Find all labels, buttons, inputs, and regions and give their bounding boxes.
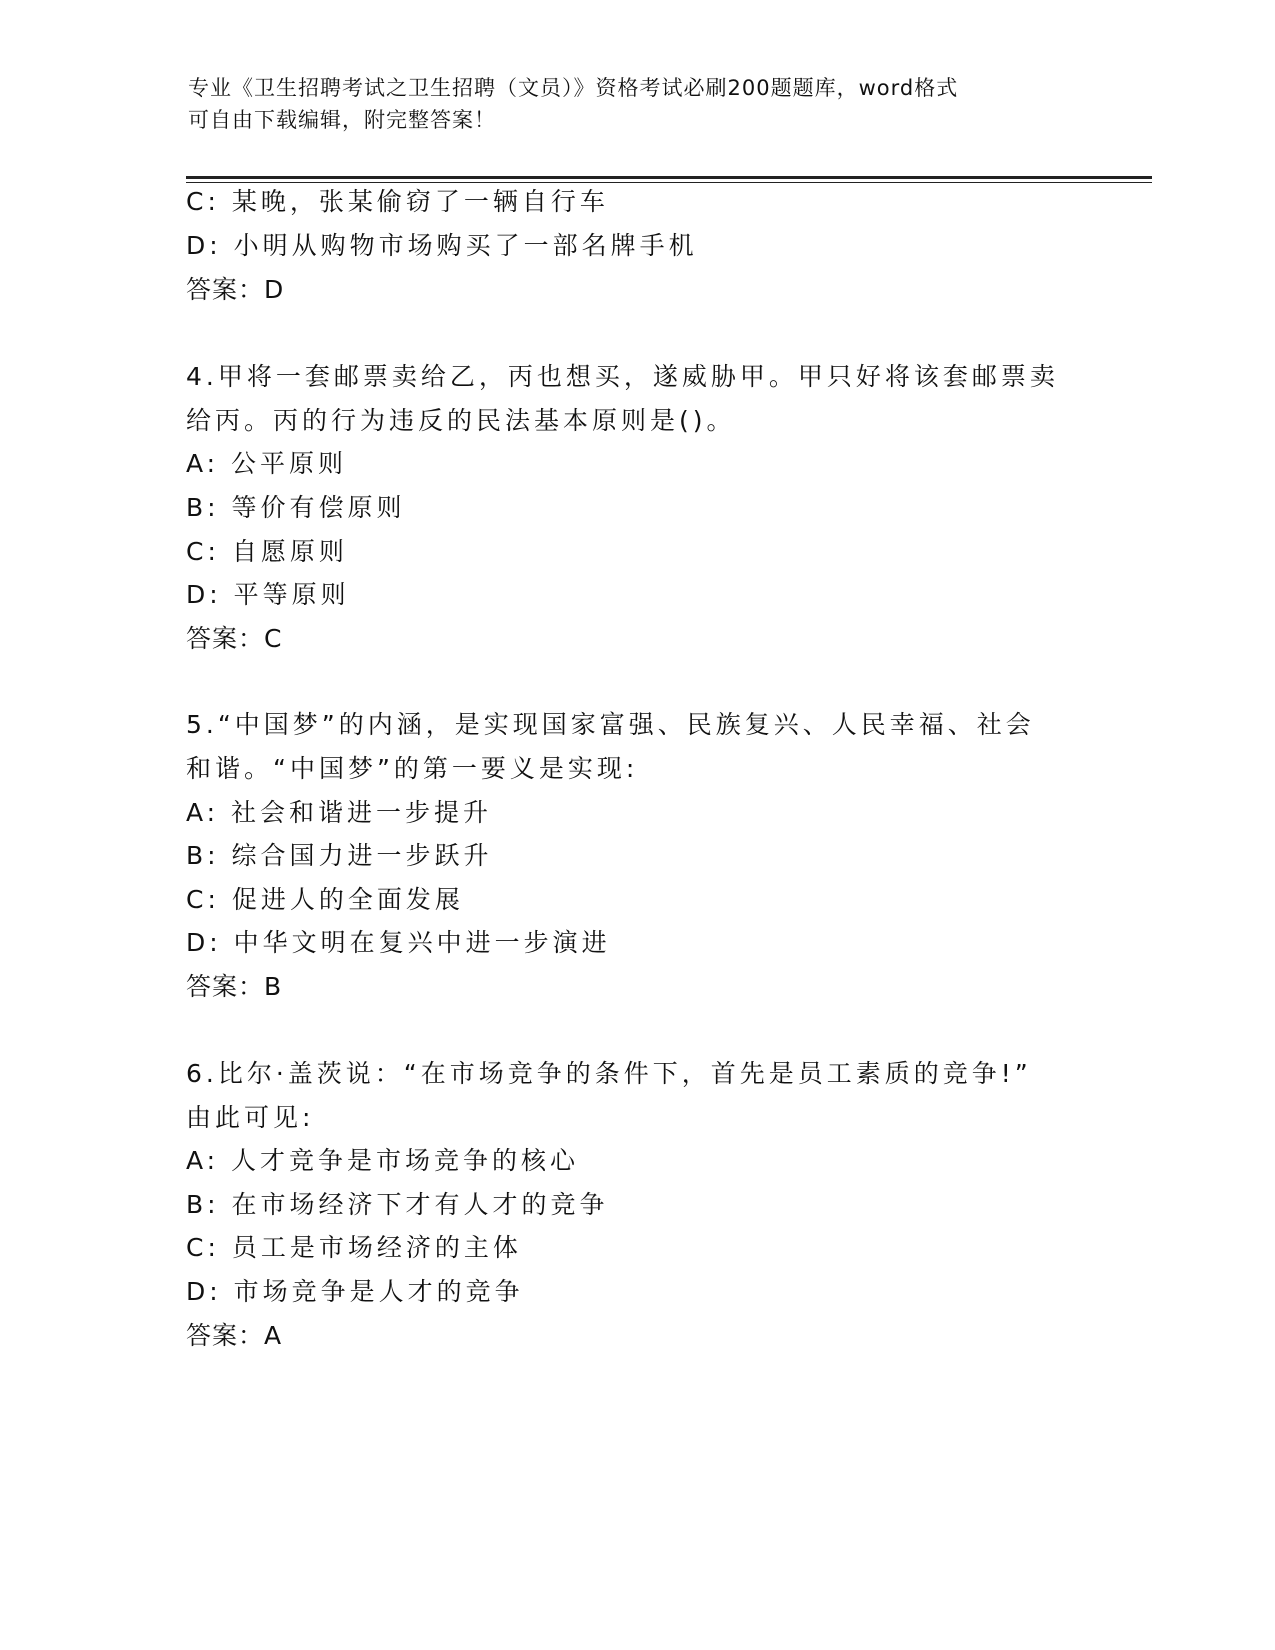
question-stem: 4.甲将一套邮票卖给乙，丙也想买，遂威胁甲。甲只好将该套邮票卖 <box>186 362 1059 391</box>
option-b: B: 综合国力进一步跃升 <box>186 841 493 870</box>
question-stem: 5.“中国梦”的内涵，是实现国家富强、民族复兴、人民幸福、社会 <box>186 710 1035 739</box>
answer: 答案：B <box>186 972 283 1001</box>
question-stem: 和谐。“中国梦”的第一要义是实现: <box>186 754 639 783</box>
option-d: D: 市场竞争是人才的竞争 <box>186 1277 524 1306</box>
option-b: B: 等价有偿原则 <box>186 493 406 522</box>
option-a: A: 人才竞争是市场竞争的核心 <box>186 1146 580 1175</box>
question-stem: 给丙。丙的行为违反的民法基本原则是()。 <box>186 406 736 435</box>
header-divider <box>186 176 1152 183</box>
question-stem: 6.比尔·盖茨说：“在市场竞争的条件下，首先是员工素质的竞争!” <box>186 1059 1032 1088</box>
header-line-2: 可自由下载编辑，附完整答案！ <box>188 108 496 132</box>
option-d: D: 平等原则 <box>186 580 350 609</box>
option-b: B: 在市场经济下才有人才的竞争 <box>186 1190 609 1219</box>
option-a: A: 社会和谐进一步提升 <box>186 798 493 827</box>
document-header <box>188 72 1068 136</box>
option-a: A: 公平原则 <box>186 449 348 478</box>
question-stem: 由此可见: <box>186 1103 315 1132</box>
answer: 答案：D <box>186 275 285 304</box>
option-d: D: 小明从购物市场购买了一部名牌手机 <box>186 231 698 260</box>
header-line-1: 专业《卫生招聘考试之卫生招聘（文员）》资格考试必刷200题题库，word格式 <box>188 76 959 100</box>
answer: 答案：C <box>186 624 283 653</box>
option-c: C: 某晚，张某偷窃了一辆自行车 <box>186 187 609 216</box>
option-c: C: 促进人的全面发展 <box>186 885 464 914</box>
option-c: C: 员工是市场经济的主体 <box>186 1233 522 1262</box>
answer: 答案：A <box>186 1321 283 1350</box>
option-c: C: 自愿原则 <box>186 537 348 566</box>
option-d: D: 中华文明在复兴中进一步演进 <box>186 928 611 957</box>
